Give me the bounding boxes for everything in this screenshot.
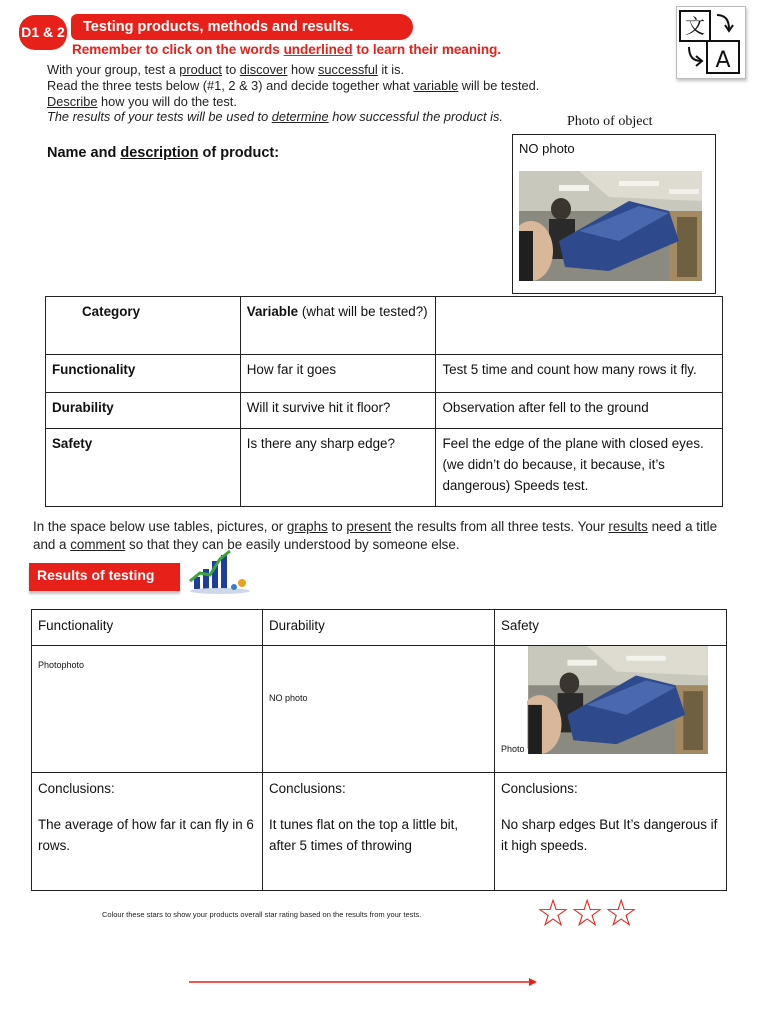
product-photo [519, 171, 702, 281]
safety-photo-cell [495, 646, 727, 773]
row-variable: Is there any sharp edge? [240, 429, 436, 507]
row-method: Feel the edge of the plane with closed eyes.(we didn’t do because, it because, it’s dangerous) Speeds test. [436, 429, 723, 507]
instruction-line-4: The results of your tests will be used to determine how successful the product is. [47, 109, 503, 124]
product-name-label: Name and description of product: [47, 145, 280, 161]
functionality-photo-cell: Photophoto [32, 646, 263, 773]
table-header-row [46, 297, 723, 355]
instruction-line-3: Describe how you will do the test. [47, 94, 237, 109]
star-icon[interactable]: ☆ [570, 891, 605, 935]
arrow-line [189, 977, 539, 987]
header-category: Category [46, 297, 241, 355]
header-variable: Variable (what will be tested?) [240, 297, 436, 355]
header-method [436, 297, 723, 355]
link-product[interactable]: product [179, 62, 222, 77]
row-method: Test 5 time and count how many rows it fly. [436, 355, 723, 393]
table-row [46, 393, 723, 429]
photo-placeholder-text: NO photo [519, 141, 575, 156]
page-title: Testing products, methods and results. [71, 14, 413, 40]
product-photo-box [512, 134, 716, 294]
conclusion-text: It tunes flat on the top a little bit, after 5 times of throwing [269, 817, 459, 853]
results-conclusion-row [32, 773, 727, 891]
results-header-functionality: Functionality [32, 610, 263, 646]
safety-photo-label: Photo [501, 744, 525, 754]
durability-photo-cell: NO photo [263, 646, 495, 773]
results-instruction: In the space below use tables, pictures, or graphs to present the results from all three tests. Your results need a title and a comment so that they can be easily understood by someone else. [33, 519, 718, 552]
section-badge: D1 & 2 [19, 15, 67, 50]
svg-text:A: A [715, 48, 731, 73]
instruction-line-2: Read the three tests below (#1, 2 & 3) and decide together what variable will be tested. [47, 78, 540, 93]
results-table [31, 609, 727, 891]
row-method: Observation after fell to the ground [436, 393, 723, 429]
conclusion-cell-safety: Conclusions: No sharp edges But It’s dangerous if it high speeds. [495, 773, 727, 891]
row-category: Functionality [46, 355, 241, 393]
link-successful[interactable]: successful [318, 62, 378, 77]
results-of-testing-label: Results of testing [29, 563, 180, 591]
table-row [46, 355, 723, 393]
table-row [46, 429, 723, 507]
results-photo-row [32, 646, 727, 773]
link-discover[interactable]: discover [239, 62, 288, 77]
bar-chart-icon [186, 547, 254, 595]
results-header-row [32, 610, 727, 646]
conclusion-text: The average of how far it can fly in 6 rows. [38, 817, 254, 853]
link-graphs[interactable]: graphs [286, 519, 328, 534]
row-variable: How far it goes [240, 355, 436, 393]
svg-text:文: 文 [685, 14, 705, 38]
results-header-safety: Safety [495, 610, 727, 646]
link-description[interactable]: description [120, 145, 199, 161]
row-variable: Will it survive hit it floor? [240, 393, 436, 429]
row-category: Durability [46, 393, 241, 429]
conclusion-text: No sharp edges But It’s dangerous if it high speeds. [501, 817, 718, 853]
results-header-durability: Durability [263, 610, 495, 646]
translate-icon[interactable] [676, 6, 746, 79]
category-table [45, 296, 723, 507]
reminder-text: Remember to click on the words underlined to learn their meaning. [72, 42, 502, 57]
star-rating [536, 893, 638, 933]
link-comment[interactable]: comment [70, 537, 126, 552]
instruction-line-1: With your group, test a product to discover how successful it is. [47, 62, 405, 77]
conclusion-cell-durability: Conclusions: It tunes flat on the top a little bit, after 5 times of throwing [263, 773, 495, 891]
conclusion-cell-functionality: Conclusions: The average of how far it can fly in 6 rows. [32, 773, 263, 891]
row-category: Safety [46, 429, 241, 507]
photo-caption: Photo of object [567, 114, 653, 129]
link-results[interactable]: results [608, 519, 648, 534]
star-rating-instruction: Colour these stars to show your products overall star rating based on the results from your tests. [102, 910, 422, 919]
link-present[interactable]: present [346, 519, 392, 534]
star-icon[interactable]: ☆ [604, 891, 639, 935]
link-determine[interactable]: determine [271, 109, 329, 124]
star-icon[interactable]: ☆ [536, 891, 571, 935]
link-variable[interactable]: variable [413, 78, 459, 93]
link-describe[interactable]: Describe [47, 94, 98, 109]
safety-photo [527, 646, 709, 754]
